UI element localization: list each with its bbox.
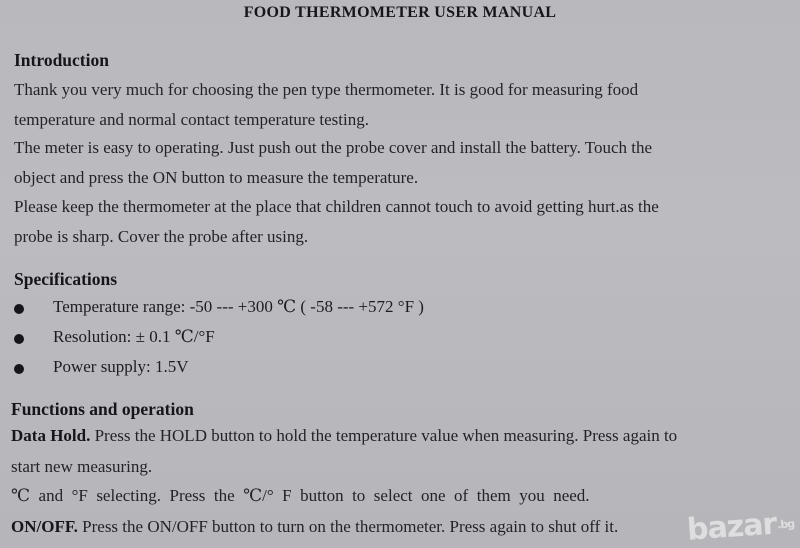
on-off-paragraph	[11, 517, 788, 537]
intro-line-4: object and press the ON button to measure the temperature.	[14, 168, 419, 187]
introduction-heading: Introduction	[14, 50, 109, 70]
intro-line-5: Please keep the thermometer at the place that children cannot touch to avoid getting hurt.as the	[14, 197, 659, 216]
intro-line-6: probe is sharp. Cover the probe after using.	[14, 227, 309, 246]
data-hold-text: Press the HOLD button to hold the temperature value when measuring. Press again to	[90, 426, 678, 445]
functions-heading: Functions and operation	[11, 399, 194, 419]
intro-line-3: The meter is easy to operating. Just push out the probe cover and install the battery. Touch the	[14, 138, 653, 157]
spec-item-text: Resolution: ± 0.1 ℃/°F	[53, 327, 215, 346]
on-off-text: Press the ON/OFF button to turn on the thermometer. Press again to shut off it.	[77, 517, 619, 536]
bullet-icon	[14, 304, 24, 314]
data-hold-continuation: start new measuring.	[11, 457, 153, 476]
intro-line-1: Thank you very much for choosing the pen type thermometer. It is good for measuring food	[14, 80, 639, 99]
watermark-text: bazar	[685, 506, 778, 548]
spec-item-power-supply	[14, 357, 714, 381]
spec-item-resolution	[14, 327, 714, 351]
watermark-suffix: .bg	[776, 517, 795, 532]
spec-item-text: Power supply: 1.5V	[53, 357, 189, 376]
watermark-logo	[686, 505, 795, 547]
data-hold-paragraph	[11, 426, 788, 446]
bullet-icon	[14, 334, 24, 344]
data-hold-label: Data Hold.	[11, 426, 91, 445]
specifications-heading: Specifications	[14, 269, 118, 289]
unit-selecting-line: ℃ and °F selecting. Press the ℃/° F button to select one of them you need.	[11, 486, 590, 505]
page-title: FOOD THERMOMETER USER MANUAL	[243, 4, 557, 21]
spec-item-text: Temperature range: -50 --- +300 ℃ ( -58 --- +572 °F )	[53, 297, 424, 316]
bullet-icon	[14, 364, 24, 374]
on-off-label: ON/OFF.	[11, 517, 78, 536]
spec-item-temperature-range	[14, 297, 714, 321]
intro-line-2: temperature and normal contact temperature testing.	[14, 110, 369, 129]
